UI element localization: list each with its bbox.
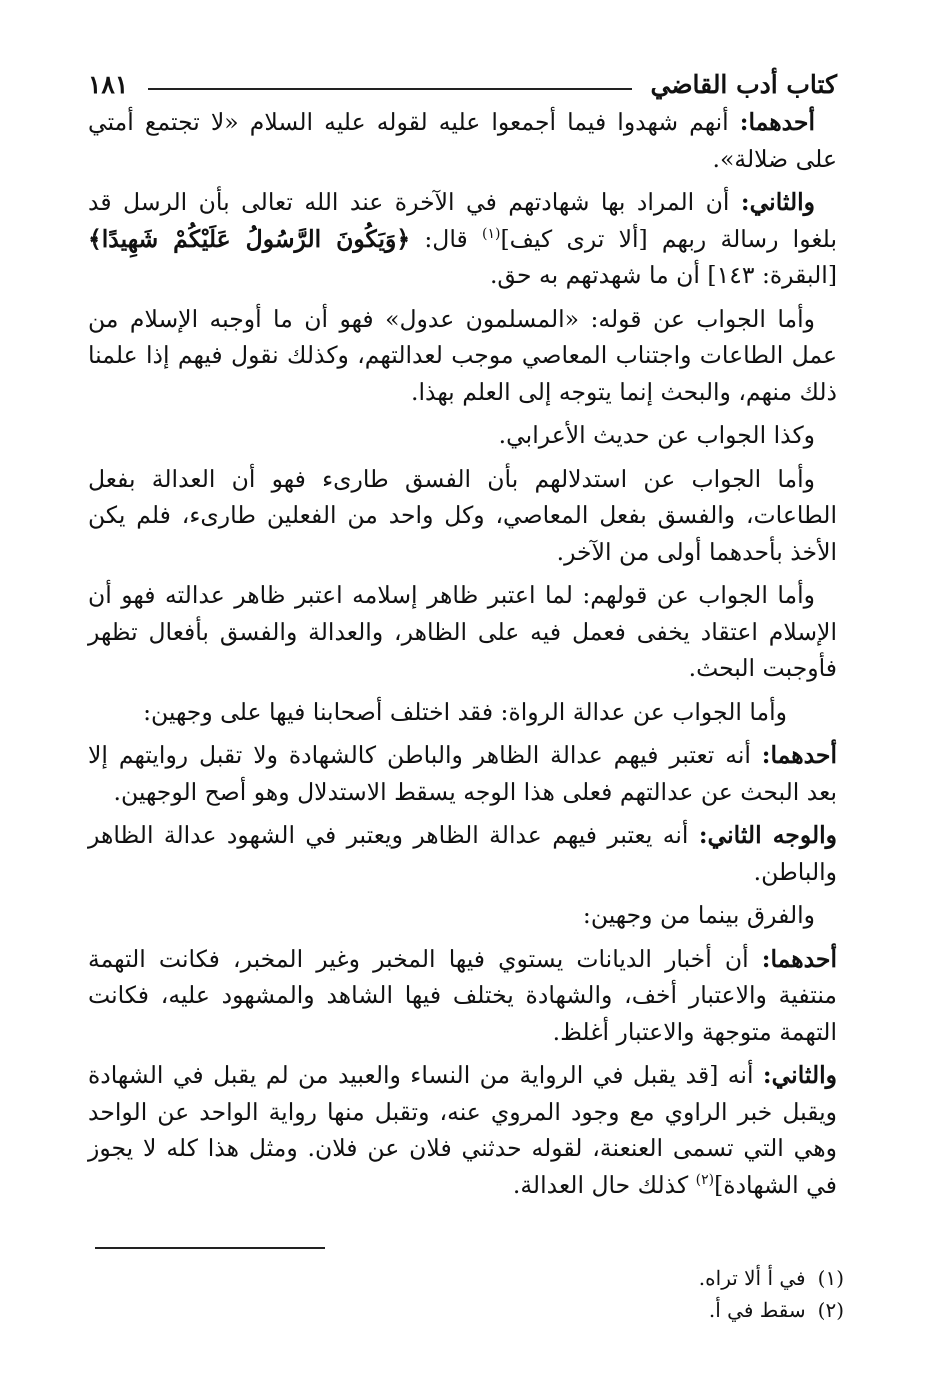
quran-verse: ﴿وَيَكُونَ الرَّسُولُ عَلَيْكُمْ شَهِيدًا﴾	[88, 224, 411, 253]
paragraph	[88, 897, 837, 934]
footnote-ref: (٢)	[695, 1171, 715, 1188]
header-rule	[148, 88, 632, 90]
paragraph-text: كذلك حال العدالة.	[512, 1170, 696, 1199]
paragraph	[88, 301, 837, 411]
footnote-ref: (١)	[482, 225, 501, 242]
paragraph-lead: والوجه الثاني:	[698, 821, 837, 849]
paragraph	[88, 104, 837, 177]
paragraph	[88, 737, 837, 810]
paragraph	[88, 941, 837, 1051]
paragraph-text: وأما الجواب عن عدالة الرواة: فقد اختلف أصحابنا فيها على وجهين:	[143, 697, 787, 726]
paragraph-text: أنه يعتبر فيهم عدالة الظاهر ويعتبر في الشهود عدالة الظاهر والباطن.	[88, 821, 837, 886]
book-title: كتاب أدب القاضي	[650, 70, 837, 99]
paragraph	[88, 1057, 837, 1203]
paragraph-text: وكذا الجواب عن حديث الأعرابي.	[498, 421, 815, 449]
paragraph-text: [البقرة: ١٤٣] أن ما شهدتهم به حق.	[489, 261, 837, 289]
paragraph	[88, 461, 837, 571]
footnote-separator	[95, 1247, 325, 1249]
footnote-text: في أ ألا تراه.	[698, 1266, 806, 1290]
paragraph-text: أنهم شهدوا فيما أجمعوا عليه لقوله عليه السلام «لا تجتمع أمتي على ضلالة».	[88, 108, 837, 173]
paragraph-text: وأما الجواب عن استدلالهم بأن الفسق طارىء فهو أن العدالة بفعل الطاعات، والفسق بفعل المعاصي، وكل واحد من الفعلين طارىء، فلم يكن الأخذ بأحدهما أولى من الآخر.	[88, 464, 837, 566]
paragraph-text: قال:	[410, 224, 482, 253]
paragraph	[88, 417, 837, 454]
paragraph-text: أنه [قد يقبل في الرواية من النساء والعبيد من لم يقبل في الشهادة ويقبل خبر الراوي مع وجود المروي عنه، وتقبل منها رواية الواحد عن الواحد وهي التي تسمى العنعنة، لقوله حدثني فلان عن فلان. ومثل هذا كله لا يجوز في الشهادة]	[88, 1061, 837, 1199]
paragraph-text: أن أخبار الديانات يستوي فيها المخبر وغير المخبر، فكانت التهمة منتفية والاعتبار أخف، والشهادة يختلف فيها الشاهد والمشهود عليه، فكانت التهمة متوجهة والاعتبار أغلظ.	[88, 944, 837, 1046]
paragraph-text: وأما الجواب عن قولهم: لما اعتبر ظاهر إسلامه اعتبر ظاهر عدالته فهو أن الإسلام اعتقاد يخفى فعمل فيه على الظاهر، والعدالة والفسق بأفعال تظهر فأوجبت البحث.	[88, 581, 837, 682]
footnote-number: (٢)	[817, 1298, 844, 1322]
paragraph	[88, 817, 837, 890]
paragraph-lead: أحدهما:	[739, 108, 815, 136]
footnote	[300, 1262, 844, 1294]
running-header	[88, 70, 837, 106]
paragraph-text: أن المراد بها شهادتهم في الآخرة عند الله تعالى بأن الرسل قد بلغوا رسالة ربهم [ألا ترى كيف]	[88, 188, 837, 253]
paragraph-lead: والثاني:	[762, 1061, 837, 1089]
paragraph-lead: أحدهما:	[761, 741, 837, 769]
page-number: ١٨١	[88, 70, 129, 99]
paragraph	[88, 184, 837, 294]
main-text	[88, 104, 837, 1210]
footnote-text: سقط في أ.	[708, 1298, 806, 1322]
paragraph-lead: والثاني:	[740, 188, 815, 216]
paragraph	[88, 577, 837, 687]
footnote	[300, 1294, 844, 1326]
paragraph-text: أنه تعتبر فيهم عدالة الظاهر والباطن كالشهادة ولا تقبل روايتهم إلا بعد البحث عن عدالتهم فعلى هذا الوجه يسقط الاستدلال وهو أصح الوجهين.	[88, 741, 837, 806]
paragraph-text: وأما الجواب عن قوله: «المسلمون عدول» فهو أن ما أوجبه الإسلام من عمل الطاعات واجتناب المعاصي موجب لعدالتهم، وكذلك نقول فيهم إذا علمنا ذلك منهم، والبحث إنما يتوجه إلى العلم بهذا.	[88, 304, 837, 406]
footnote-number: (١)	[817, 1266, 844, 1290]
paragraph-lead: أحدهما:	[761, 944, 837, 973]
paragraph-text: والفرق بينما من وجهين:	[582, 901, 815, 929]
footnotes	[300, 1262, 844, 1326]
paragraph	[88, 694, 837, 731]
